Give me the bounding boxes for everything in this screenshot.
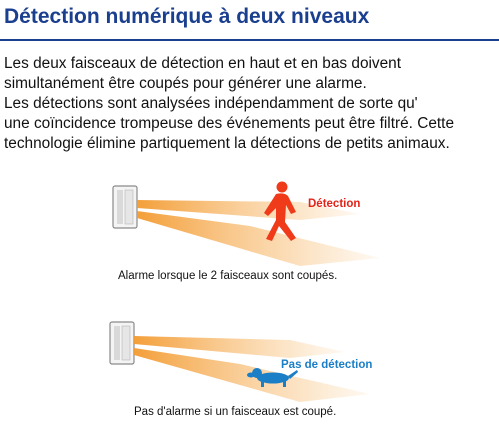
paragraph-line: technologie élimine partiquement la détections de petits animaux.	[4, 135, 450, 152]
detector-device-icon	[110, 322, 134, 364]
figure-caption: Alarme lorsque le 2 faisceaux sont coupés.	[118, 270, 338, 282]
paragraph-line: une coïncidence trompeuse des événements peut être filtré. Cette	[4, 115, 455, 132]
figure-no-alarm	[0, 318, 499, 428]
detection-label: Détection	[308, 198, 361, 210]
paragraph-line: Les deux faisceaux de détection en haut et en bas doivent	[4, 55, 402, 72]
page-title: Détection numérique à deux niveaux	[4, 5, 370, 28]
paragraph-line: Les détections sont analysées indépendamment de sorte qu'	[4, 95, 418, 112]
paragraph-line: simultanément être coupés pour générer une alarme.	[4, 75, 367, 92]
detector-device-icon	[113, 186, 137, 228]
title-underline	[0, 39, 499, 41]
figure-alarm	[0, 178, 499, 288]
lower-beam	[137, 211, 380, 266]
figure-caption: Pas d'alarme si un faisceaux est coupé.	[134, 406, 337, 418]
no-detection-label: Pas de détection	[281, 359, 373, 371]
description-paragraph	[4, 54, 499, 154]
